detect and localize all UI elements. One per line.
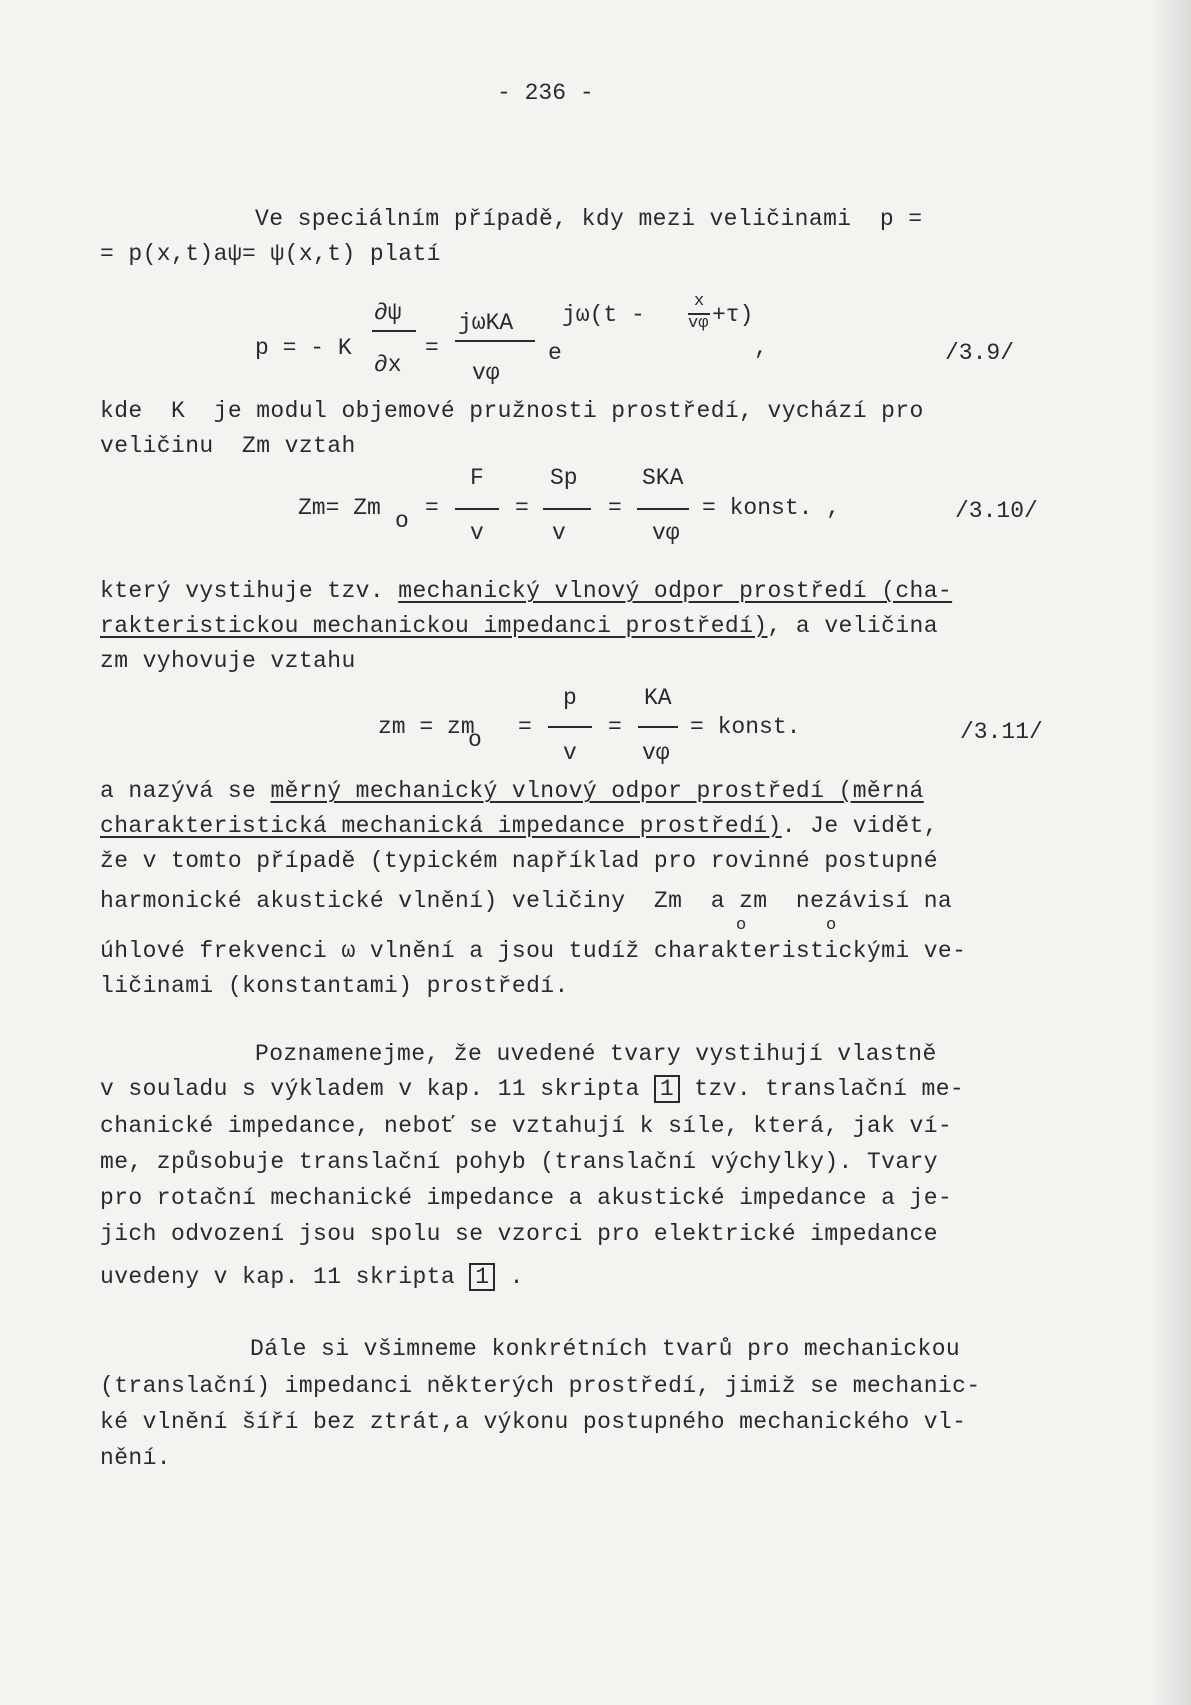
page-edge-shadow	[1151, 0, 1191, 1705]
paragraph-1-line-1: Ve speciálním případě, kdy mezi veličinami p =	[255, 206, 923, 232]
p5-l7-plain-a: uvedeny v kap. 11 skripta	[100, 1264, 470, 1290]
p5-l7-plain-b: .	[495, 1264, 524, 1290]
eq39-exp: e	[548, 340, 562, 366]
paragraph-6-line-1: Dále si všimneme konkrétních tvarů pro mechanickou	[250, 1336, 961, 1362]
paragraph-3-line-3: zm vyhovuje vztahu	[100, 648, 356, 674]
reference-1-bracket: 1	[654, 1075, 680, 1103]
eq310-equals-2: =	[515, 495, 529, 521]
p3-l1-plain: který vystihuje tzv.	[100, 578, 399, 604]
eq310-f1-denominator: v	[470, 520, 484, 546]
eq311-f1-numerator: p	[563, 685, 577, 711]
eq311-lhs: zm = zm	[378, 714, 475, 740]
reference-2-bracket: 1	[469, 1263, 495, 1291]
eq310-f2-denominator: v	[552, 520, 566, 546]
eq310-tail: = konst. ,	[702, 495, 841, 521]
eq311-f2-denominator: vφ	[642, 740, 670, 766]
eq310-subscript: o	[395, 508, 409, 534]
paragraph-1-line-2: = p(x,t)aψ= ψ(x,t) platí	[100, 241, 441, 267]
eq311-tail: = konst.	[690, 714, 801, 740]
page-number: - 236 -	[497, 80, 594, 106]
paragraph-5-line-6: jich odvození jsou spolu se vzorci pro elektrické impedance	[100, 1221, 938, 1247]
paragraph-6-line-2: (translační) impedanci některých prostředí, jimiž se mechanic-	[100, 1373, 981, 1399]
paragraph-3-line-2	[100, 612, 938, 640]
eq311-equals-1: =	[518, 714, 532, 740]
eq39-power: jω(t -	[562, 302, 645, 328]
eq311-f1-denominator: v	[563, 740, 577, 766]
eq39-denominator: vφ	[472, 360, 500, 386]
p3-l2-plain: , a veličina	[767, 613, 938, 639]
eq39-dx: ∂x	[374, 352, 402, 378]
paragraph-2-line-1: kde K je modul objemové pružnosti prostředí, vychází pro	[100, 398, 924, 424]
paragraph-5-line-3: chanické impedance, neboť se vztahují k síle, která, jak ví-	[100, 1113, 953, 1139]
paragraph-4-subscript-1: o	[736, 916, 747, 935]
eq39-dpsi: ∂ψ	[374, 300, 402, 326]
eq39-numerator: jωKA	[458, 310, 514, 336]
p4-l1-plain: a nazývá se	[100, 778, 271, 804]
eq39-label: /3.9/	[945, 340, 1015, 366]
paragraph-4-subscript-2: o	[826, 916, 837, 935]
paragraph-6-line-3: ké vlnění šíří bez ztrát,a výkonu postupného mechanického vl-	[100, 1409, 967, 1435]
paragraph-4-line-2	[100, 812, 938, 840]
eq310-fraction-line-3	[637, 508, 689, 510]
eq311-equals-2: =	[608, 714, 622, 740]
eq311-label: /3.11/	[960, 719, 1043, 745]
paragraph-4-line-1	[100, 777, 924, 805]
paragraph-6-line-4: nění.	[100, 1445, 172, 1471]
p4-l2-underlined: charakteristická mechanická impedance prostředí)	[100, 813, 782, 839]
eq310-equals-1: =	[425, 495, 439, 521]
eq311-subscript: o	[468, 727, 482, 753]
eq311-fraction-line-1	[548, 726, 592, 728]
eq310-f3-denominator: vφ	[652, 520, 680, 546]
p5-l2-plain-a: v souladu s výkladem v kap. 11 skripta	[100, 1076, 654, 1102]
eq310-f1-numerator: F	[470, 465, 484, 491]
eq39-x-numerator: x	[694, 292, 705, 311]
eq39-x-denominator: vφ	[688, 314, 709, 333]
p3-l2-underlined: rakteristickou mechanickou impedanci prostředí)	[100, 613, 768, 639]
p5-l2-plain-b: tzv. translační me-	[680, 1076, 965, 1102]
eq311-f2-numerator: KA	[644, 685, 672, 711]
paragraph-2-line-2: veličinu Zm vztah	[100, 433, 356, 459]
eq311-fraction-line-2	[638, 726, 678, 728]
eq310-f2-numerator: Sp	[550, 465, 578, 491]
paragraph-4-line-4: harmonické akustické vlnění) veličiny Zm a zm nezávisí na	[100, 888, 953, 914]
p4-l2-plain: . Je vidět,	[781, 813, 938, 839]
paragraph-5-line-1: Poznamenejme, že uvedené tvary vystihují vlastně	[255, 1041, 937, 1067]
p4-l1-underlined: měrný mechanický vlnový odpor prostředí (měrná	[270, 778, 924, 804]
eq310-fraction-line-1	[455, 508, 499, 510]
eq310-equals-3: =	[608, 495, 622, 521]
eq39-fraction-line-1	[372, 330, 416, 332]
paragraph-4-line-6: ličinami (konstantami) prostředí.	[100, 973, 569, 999]
paragraph-5-line-2	[100, 1075, 964, 1103]
eq39-lhs: p = - K	[255, 335, 352, 361]
paragraph-5-line-7	[100, 1263, 524, 1291]
eq310-f3-numerator: SKA	[642, 465, 684, 491]
p3-l1-underlined: mechanický vlnový odpor prostředí (cha-	[398, 578, 953, 604]
eq310-label: /3.10/	[955, 498, 1038, 524]
eq39-equals: =	[425, 335, 439, 361]
paragraph-5-line-4: me, způsobuje translační pohyb (translační výchylky). Tvary	[100, 1149, 938, 1175]
eq39-comma: ,	[754, 335, 768, 361]
paragraph-4-line-3: že v tomto případě (typickém například pro rovinné postupné	[100, 848, 938, 874]
paragraph-4-line-5: úhlové frekvenci ω vlnění a jsou tudíž charakteristickými ve-	[100, 938, 967, 964]
paragraph-5-line-5: pro rotační mechanické impedance a akustické impedance a je-	[100, 1185, 953, 1211]
eq310-lhs: Zm= Zm	[298, 495, 381, 521]
eq39-tau: +τ)	[712, 302, 754, 328]
eq310-fraction-line-2	[543, 508, 591, 510]
paragraph-3-line-1	[100, 577, 952, 605]
eq39-fraction-line-2	[455, 340, 535, 342]
